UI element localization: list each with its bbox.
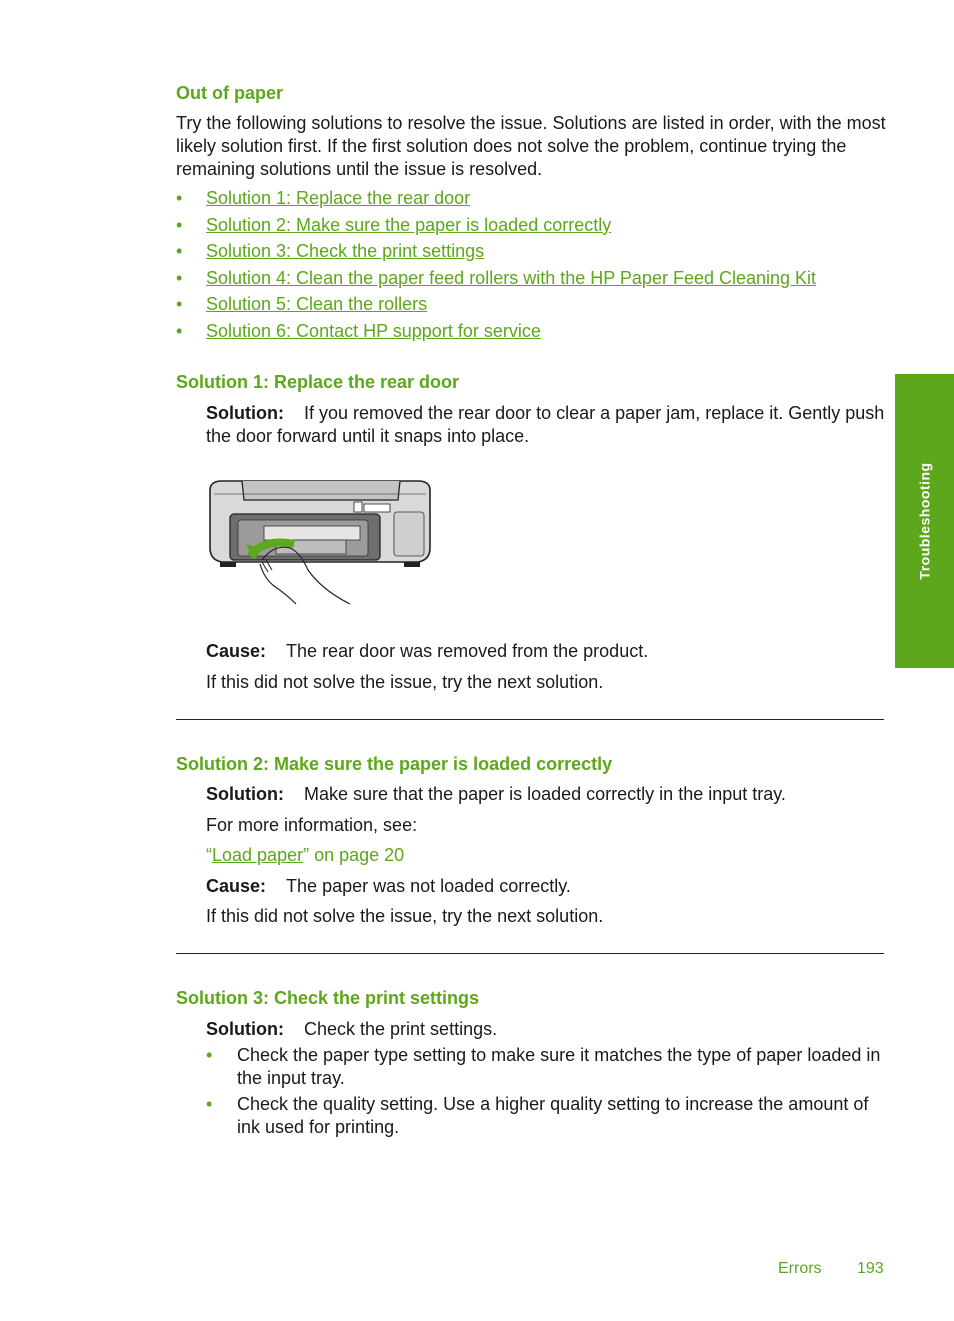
solution3-heading: Solution 3: Check the print settings: [176, 988, 480, 1008]
cause-label: Cause:: [206, 641, 267, 661]
link-solution-2[interactable]: Solution 2: Make sure the paper is loaded correctly: [206, 214, 612, 235]
solution3-text: [206, 1018, 888, 1041]
bullet-icon: •: [206, 1094, 213, 1114]
bullet-icon: •: [176, 320, 183, 341]
solutions-link-list: [176, 187, 884, 346]
list-item: [176, 293, 884, 320]
solution-label: Solution:: [206, 784, 284, 804]
bullet-text: Check the paper type setting to make sure it matches the type of paper loaded in the input tray.: [237, 1045, 881, 1088]
footer-page-number: 193: [857, 1260, 884, 1277]
section-heading-out-of-paper: Out of paper: [176, 83, 283, 103]
list-item: [176, 320, 884, 347]
bullet-icon: •: [176, 188, 183, 208]
solution-body: If you removed the rear door to clear a paper jam, replace it. Gently push the door forward until it snaps into place.: [206, 403, 885, 446]
solution1-cause: [206, 640, 888, 663]
bullet-icon: •: [176, 214, 183, 235]
link-solution-1[interactable]: Solution 1: Replace the rear door: [206, 188, 471, 208]
list-item: [206, 1093, 886, 1139]
list-item: [176, 240, 884, 267]
cause-body: The rear door was removed from the product.: [286, 641, 649, 661]
bullet-icon: •: [206, 1045, 213, 1065]
load-paper-link[interactable]: Load paper: [212, 845, 304, 865]
bullet-text: Check the quality setting. Use a higher quality setting to increase the amount of ink used for printing.: [237, 1094, 869, 1137]
solution2-text: [206, 783, 888, 806]
solution3-bullet-list: [206, 1044, 886, 1142]
rear-door-illustration: [204, 474, 436, 608]
divider: [176, 953, 884, 954]
solution-label: Solution:: [206, 1019, 284, 1039]
solution2-reference: [206, 844, 404, 867]
list-item: [176, 187, 884, 214]
link-solution-5[interactable]: Solution 5: Clean the rollers: [206, 294, 428, 314]
bullet-icon: •: [176, 241, 183, 261]
cause-body: The paper was not loaded correctly.: [286, 876, 571, 896]
side-tab-label: Troubleshooting: [916, 462, 932, 580]
page-reference: ” on page 20: [303, 845, 405, 865]
troubleshooting-side-tab: [895, 374, 954, 668]
footer-section-name: Errors: [778, 1260, 822, 1277]
solution1-text: [206, 402, 888, 448]
divider: [176, 719, 884, 720]
link-solution-4[interactable]: Solution 4: Clean the paper feed rollers with the HP Paper Feed Cleaning Kit: [206, 267, 817, 288]
solution2-next: If this did not solve the issue, try the next solution.: [206, 906, 604, 926]
cause-label: Cause:: [206, 876, 267, 896]
intro-paragraph: Try the following solutions to resolve the issue. Solutions are listed in order, with the most likely solution first. If the first solution does not solve the problem, continue trying the remaining solutions until the issue is resolved.: [176, 113, 886, 179]
solution-label: Solution:: [206, 403, 284, 423]
solution2-more-info: For more information, see:: [206, 815, 418, 835]
list-item: [176, 214, 884, 241]
bullet-icon: •: [176, 294, 183, 314]
bullet-icon: •: [176, 267, 183, 288]
quote-open: “: [206, 845, 212, 865]
list-item: [176, 267, 884, 294]
solution1-next: If this did not solve the issue, try the next solution.: [206, 672, 604, 692]
solution2-cause: [206, 875, 888, 898]
solution2-heading: Solution 2: Make sure the paper is loaded correctly: [176, 754, 613, 774]
link-solution-3[interactable]: Solution 3: Check the print settings: [206, 241, 485, 261]
solution-body: Make sure that the paper is loaded correctly in the input tray.: [304, 784, 786, 804]
link-solution-6[interactable]: Solution 6: Contact HP support for service: [206, 320, 541, 341]
solution-body: Check the print settings.: [304, 1019, 498, 1039]
solution1-heading: Solution 1: Replace the rear door: [176, 372, 460, 392]
list-item: [206, 1044, 886, 1090]
